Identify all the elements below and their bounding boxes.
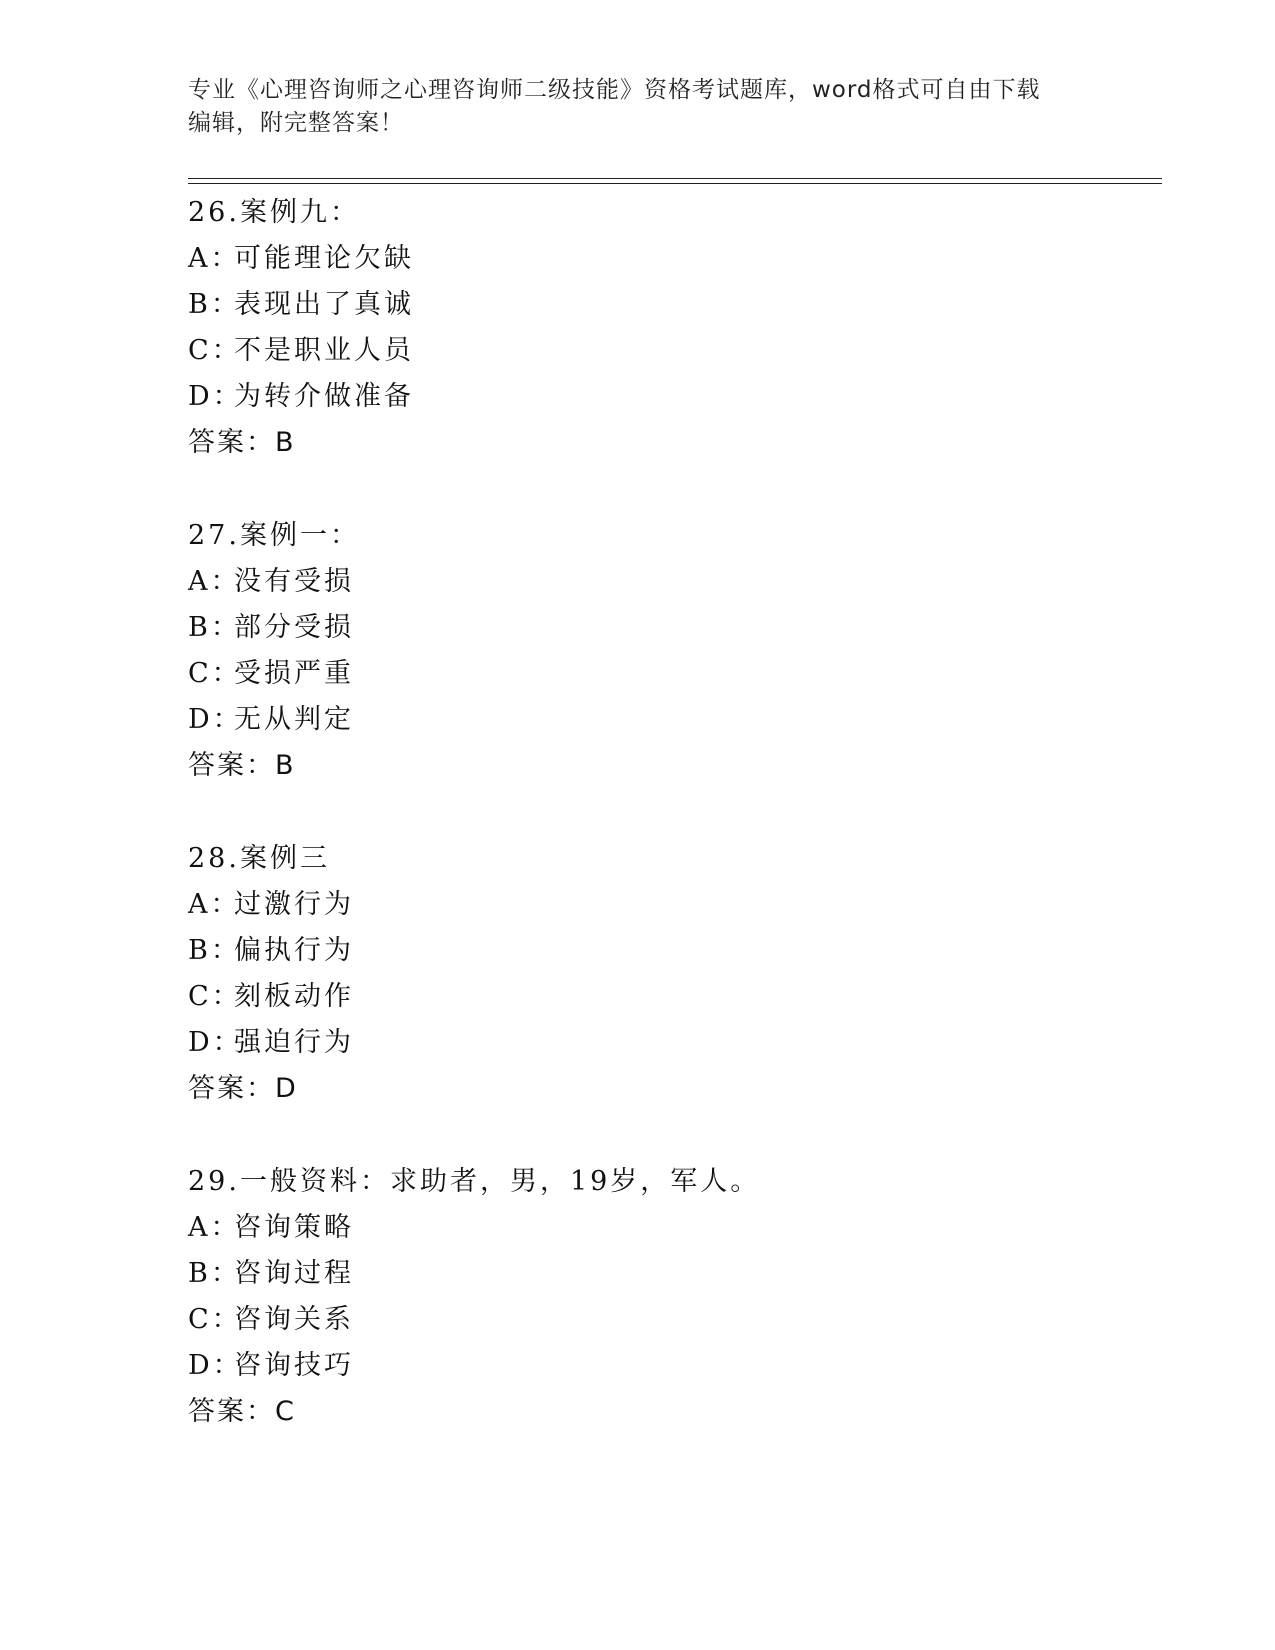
option-key: C： — [188, 1304, 242, 1335]
option-text: 过激行为 — [234, 889, 354, 920]
option-text: 强迫行为 — [234, 1027, 354, 1058]
option-key: D： — [188, 381, 243, 412]
option-d — [188, 1020, 1168, 1066]
option-b — [188, 282, 1168, 328]
option-text: 没有受损 — [234, 566, 354, 597]
option-text: 受损严重 — [234, 658, 354, 689]
option-text: 为转介做准备 — [234, 381, 414, 412]
option-c — [188, 974, 1168, 1020]
question-stem: 29.一般资料：求助者，男，19岁，军人。 — [188, 1166, 761, 1197]
option-key: D： — [188, 1027, 243, 1058]
question-stem: 26.案例九： — [188, 197, 360, 228]
header-line-1: 专业《心理咨询师之心理咨询师二级技能》资格考试题库，word格式可自由下载 — [188, 77, 1041, 103]
option-b — [188, 1251, 1168, 1297]
option-text: 刻板动作 — [234, 981, 354, 1012]
option-key: C： — [188, 335, 242, 366]
option-c — [188, 1297, 1168, 1343]
option-text: 咨询技巧 — [234, 1350, 354, 1381]
question-27 — [188, 513, 1168, 789]
option-key: C： — [188, 981, 242, 1012]
option-key: A： — [188, 1212, 241, 1243]
option-text: 部分受损 — [234, 612, 354, 643]
option-text: 可能理论欠缺 — [234, 243, 414, 274]
option-c — [188, 651, 1168, 697]
option-key: A： — [188, 566, 241, 597]
option-a — [188, 1205, 1168, 1251]
option-b — [188, 605, 1168, 651]
option-text: 偏执行为 — [234, 935, 354, 966]
answer: 答案：C — [188, 1396, 296, 1427]
option-d — [188, 697, 1168, 743]
option-key: D： — [188, 704, 243, 735]
option-key: A： — [188, 243, 241, 274]
header-divider-top — [188, 178, 1162, 179]
answer: 答案：B — [188, 427, 296, 458]
document-header — [188, 74, 1088, 140]
option-a — [188, 236, 1168, 282]
option-text: 不是职业人员 — [234, 335, 414, 366]
option-text: 咨询过程 — [234, 1258, 354, 1289]
option-d — [188, 1343, 1168, 1389]
option-text: 无从判定 — [234, 704, 354, 735]
option-key: B： — [188, 612, 241, 643]
option-key: A： — [188, 889, 241, 920]
header-line-2: 编辑，附完整答案！ — [188, 110, 404, 136]
question-list — [188, 190, 1168, 1482]
option-text: 咨询关系 — [234, 1304, 354, 1335]
option-key: C： — [188, 658, 242, 689]
header-divider-bottom — [188, 183, 1162, 184]
option-key: D： — [188, 1350, 243, 1381]
question-28 — [188, 836, 1168, 1112]
question-stem: 27.案例一： — [188, 520, 360, 551]
option-key: B： — [188, 289, 241, 320]
option-text: 咨询策略 — [234, 1212, 354, 1243]
option-b — [188, 928, 1168, 974]
option-key: B： — [188, 935, 241, 966]
option-d — [188, 374, 1168, 420]
question-stem: 28.案例三 — [188, 843, 330, 874]
question-26 — [188, 190, 1168, 466]
option-text: 表现出了真诚 — [234, 289, 414, 320]
option-a — [188, 882, 1168, 928]
option-a — [188, 559, 1168, 605]
answer: 答案：D — [188, 1073, 298, 1104]
option-key: B： — [188, 1258, 241, 1289]
option-c — [188, 328, 1168, 374]
answer: 答案：B — [188, 750, 296, 781]
question-29 — [188, 1159, 1168, 1435]
